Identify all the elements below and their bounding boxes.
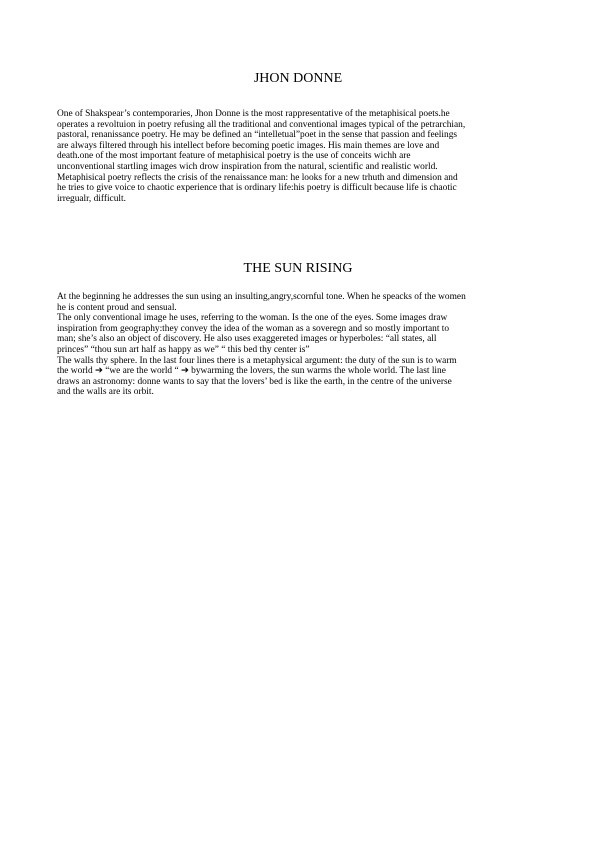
section-body [57, 292, 541, 398]
paragraph-line: pastoral, renanissance poetry. He may be defined an “intelletual”poet in the sense that passion and feelings [57, 130, 458, 141]
paragraph-line: unconventional startling images wich drow inspiration from the natural, scientific and realistic world. [57, 161, 438, 172]
paragraph-line: and the walls are its orbit. [57, 387, 154, 398]
paragraph-line: he tries to give voice to chaotic experience that is ordinary life:his poetry is difficult because life is chaotic [57, 183, 457, 194]
paragraph-line: man; she’s also an object of discovery. He also uses exaggereted images or hyperboles: “all states, all [57, 334, 437, 345]
paragraph-line: One of Shakspear’s contemporaries, Jhon Donne is the most rappresentative of the metaphisical poets.he [57, 109, 450, 119]
paragraph-line: death.one of the most important feature of metaphisical poetry is the use of conceits wichh are [57, 151, 411, 162]
paragraph-line: princes” “thou sun art half as happy as we” “ this bed thy center is” [57, 344, 310, 355]
paragraph-line: Metaphisical poetry reflects the crisis of the renaissance man: he looks for a new trhuth and dimension and [57, 172, 458, 183]
section-title: THE SUN RISING [243, 261, 353, 276]
section-title: JHON DONNE [253, 71, 343, 86]
section-body [57, 109, 541, 204]
paragraph-line: The only conventional image he uses, referring to the woman. Is the one of the eyes. Some images draw [57, 313, 448, 324]
paragraph-line: draws an astronomy: donne wants to say that the lovers’ bed is like the earth, in the centre of the universe [57, 376, 452, 387]
paragraph-line: the world ➔ “we are the world “ ➔ bywarming the lovers, the sun warms the whole world. The last line [57, 366, 446, 377]
paragraph-line: are always filtered through his intellect before becoming poetic images. His main themes are love and [57, 140, 440, 151]
paragraph-line: operates a revoltuion in poetry refusing all the traditional and conventional images typical of the petrarchian, [57, 119, 466, 130]
paragraph-line: irregualr, difficult. [57, 193, 126, 204]
paragraph-line: he is content proud and sensual. [57, 302, 177, 313]
paragraph-line: inspiration from geography:they convey the idea of the woman as a soveregn and so mostly important to [57, 323, 450, 334]
paragraph-line: The walls thy sphere. In the last four lines there is a metaphysical argument: the duty of the sun is to warm [57, 355, 457, 366]
paragraph-line: At the beginning he addresses the sun using an insulting,angry,scornful tone. When he speacks of the women [57, 292, 466, 302]
